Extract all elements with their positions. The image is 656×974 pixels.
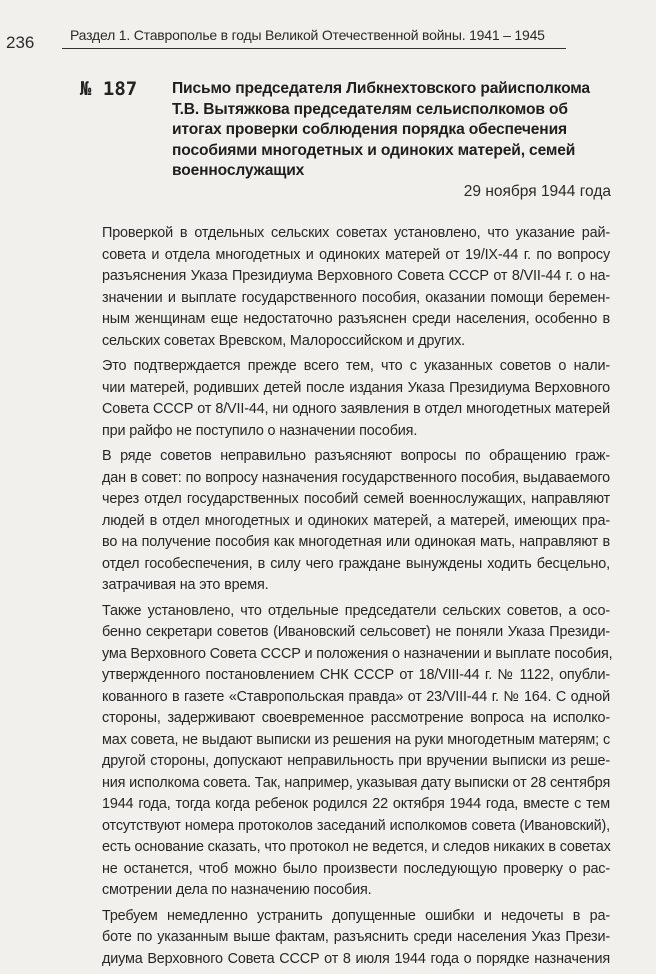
text-line: Требуем немедленно устранить допущенные ошибки и недочеты в ра- bbox=[102, 907, 610, 924]
body-paragraph bbox=[80, 223, 610, 352]
text-line: сельских советах Вревском, Малороссийском и других. bbox=[102, 332, 466, 349]
text-line: чии матерей, родивших детей после издания Указа Президиума Верховного bbox=[102, 379, 610, 396]
text-line: совета и отдела многодетных и одиноких матерей от 19/IX-44 г. по вопросу bbox=[102, 246, 610, 263]
text-line: стороны, задерживают своевременное рассмотрение вопроса на исполко- bbox=[102, 710, 610, 726]
body-paragraph bbox=[80, 601, 613, 902]
text-line: есть основание сказать, что протокол не ведется, и следов никаких в советах bbox=[102, 839, 611, 855]
text-line: дан в совет: по вопросу назначения государственного пособия, выдаваемого bbox=[102, 469, 610, 486]
text-line: при райфо не поступило о назначении пособия. bbox=[102, 422, 418, 439]
text-line: боте по указанным выше фактам, разъяснить среди населения Указ Прези- bbox=[102, 929, 610, 945]
text-line: людей в отдел многодетных и одиноких матерей, а матерей, имеющих пра- bbox=[102, 512, 610, 529]
header-rule bbox=[62, 48, 566, 49]
text-line: не останется, чтоб можно было произвести последующую проверку о рас- bbox=[102, 860, 610, 877]
text-line: Проверкой в отдельных сельских советах установлено, что указание рай- bbox=[102, 225, 610, 241]
text-line: смотрении дела по назначению пособия. bbox=[102, 882, 372, 898]
document-body bbox=[80, 223, 613, 974]
text-line: затрачивая на это время. bbox=[102, 577, 269, 593]
text-line: значении и выплате государственного пособия, оказании помощи беремен- bbox=[102, 289, 610, 306]
text-line: утвержденного постановлением СНК СССР от 18/VIII-44 г. № 1122, опубли- bbox=[102, 667, 610, 683]
text-line: 1944 года, тогда когда ребенок родился 22 октября 1944 года, вместе с тем bbox=[102, 796, 610, 812]
document-date: 29 ноября 1944 года bbox=[463, 183, 611, 200]
text-line: во на получение пособия как многодетная или одинокая мать, направляют в bbox=[102, 534, 610, 550]
section-title: Раздел 1. Ставрополье в годы Великой Отечественной войны. 1941 – 1945 bbox=[70, 27, 545, 43]
text-line: другой стороны, допускают неправильность при вручении выписки из реше- bbox=[102, 753, 610, 769]
document-title: Письмо председателя Либкнехтовского райисполкома Т.В. Вытяжкова председателям сельисполкомов об итогах проверки соблюдения порядка обеспечения пособиями многодетных и одиноких матерей, семей военнослужащих bbox=[172, 80, 590, 179]
text-line: диума Верховного Совета СССР от 8 июля 1944 года о порядке назначения bbox=[102, 950, 610, 967]
text-line: отдел гособеспечения, в силу чего граждане вынуждены ходить бесцельно, bbox=[102, 555, 610, 572]
text-line: кованного в газете «Ставропольская правда» от 23/VIII-44 г. № 164. С одной bbox=[102, 688, 610, 705]
running-header bbox=[0, 0, 656, 60]
body-paragraph bbox=[80, 906, 610, 971]
text-line: Это подтверждается прежде всего тем, что с указанных советов о нали- bbox=[102, 358, 610, 374]
text-line: В ряде советов неправильно разъясняют вопросы по обращению граж- bbox=[102, 448, 610, 464]
document-number: № 187 bbox=[80, 78, 138, 100]
text-line: ума Верховного Совета СССР и положения о назначении и выплате пособия, bbox=[102, 645, 613, 662]
body-paragraph bbox=[80, 446, 610, 597]
text-line: Также установлено, что отдельные председатели сельских советов, а осо- bbox=[102, 602, 610, 619]
text-line: отсутствуют номера протоколов заседаний исполкомов совета (Ивановский), bbox=[102, 817, 610, 834]
text-line: ным женщинам еще недостаточно разъяснен среди населения, особенно в bbox=[102, 311, 610, 327]
text-line: бенно секретари советов (Ивановский сельсовет) не поняли Указа Президи- bbox=[102, 624, 610, 640]
text-line: ния исполкома совета. Так, например, указывая дату выписки от 28 сентября bbox=[102, 774, 611, 791]
text-line: мах совета, не выдают выписки из решения на руки многодетным матерям; с bbox=[102, 731, 610, 748]
text-line: разъяснения Указа Президиума Верховного Совета СССР от 8/VII-44 г. о на- bbox=[102, 268, 610, 284]
page-number: 236 bbox=[6, 33, 35, 52]
text-line: через отдел государственных пособий семей военнослужащих, направляют bbox=[102, 491, 610, 507]
text-line: Совета СССР от 8/VII-44, ни одного заявления в отдел многодетных матерей bbox=[102, 401, 610, 417]
body-paragraph bbox=[80, 356, 610, 442]
